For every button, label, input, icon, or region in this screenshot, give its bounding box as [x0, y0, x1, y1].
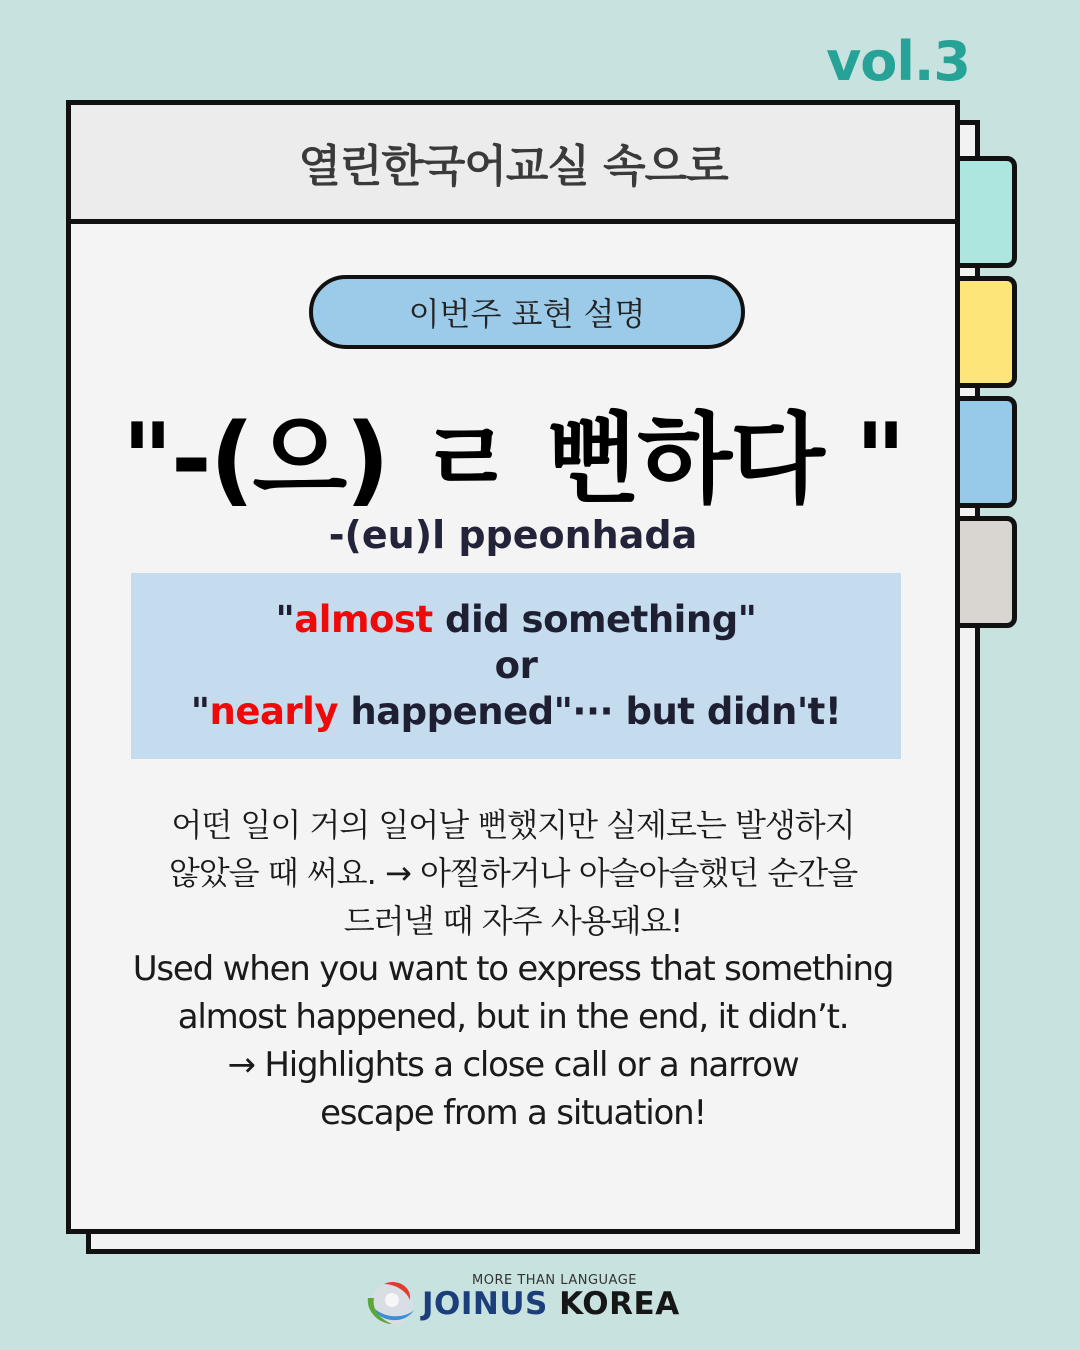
index-tab-blue [955, 396, 1017, 508]
meaning-box [131, 573, 901, 759]
description-en-line: escape from a situation! [320, 1093, 706, 1133]
section-pill [309, 275, 745, 349]
logo-tagline: MORE THAN LANGUAGE [472, 1273, 637, 1288]
romanization: -(eu)l ppeonhada [328, 513, 698, 557]
description-en-line: almost happened, but in the end, it didn’t. [177, 997, 849, 1037]
meaning-line-1 [276, 597, 757, 643]
logo-wordmark [422, 1286, 680, 1322]
card-header [71, 105, 955, 224]
volume-label: vol.3 [826, 30, 970, 93]
description-en-line: → Highlights a close call or a narrow [227, 1045, 799, 1085]
open-quote: " [275, 598, 295, 641]
highlight-nearly: nearly [209, 690, 338, 733]
logo-name-joinus: JOINUS [422, 1286, 548, 1322]
description-en-line: Used when you want to express that something [132, 949, 894, 989]
meaning-line-3 [191, 689, 842, 735]
brand-logo [362, 1270, 692, 1330]
index-tab-yellow [955, 276, 1017, 388]
description-ko-line: 않았을 때 써요. → 아찔하거나 아슬아슬했던 순간을 [168, 854, 858, 892]
logo-name-korea: KOREA [559, 1286, 680, 1322]
card-title: 열린한국어교실 속으로 [298, 141, 728, 192]
index-tab-mint [955, 156, 1017, 268]
open-quote: " [190, 690, 210, 733]
globe-logo-icon [362, 1276, 420, 1328]
meaning-line-3-rest: happened"··· but didn't! [337, 690, 842, 733]
section-pill-label: 이번주 표현 설명 [408, 295, 646, 333]
description-ko-line: 어떤 일이 거의 일어날 뻔했지만 실제로는 발생하지 [171, 806, 855, 844]
highlight-almost: almost [294, 598, 433, 641]
description [111, 801, 915, 1137]
index-tab-gray [955, 516, 1017, 628]
expression-title: "-(으) ㄹ 뻔하다 " [121, 403, 905, 517]
description-ko-line: 드러낼 때 자주 사용돼요! [343, 902, 683, 940]
meaning-line-2: or [494, 644, 538, 687]
lesson-card [66, 100, 960, 1234]
meaning-line-1-rest: did something" [432, 598, 757, 641]
